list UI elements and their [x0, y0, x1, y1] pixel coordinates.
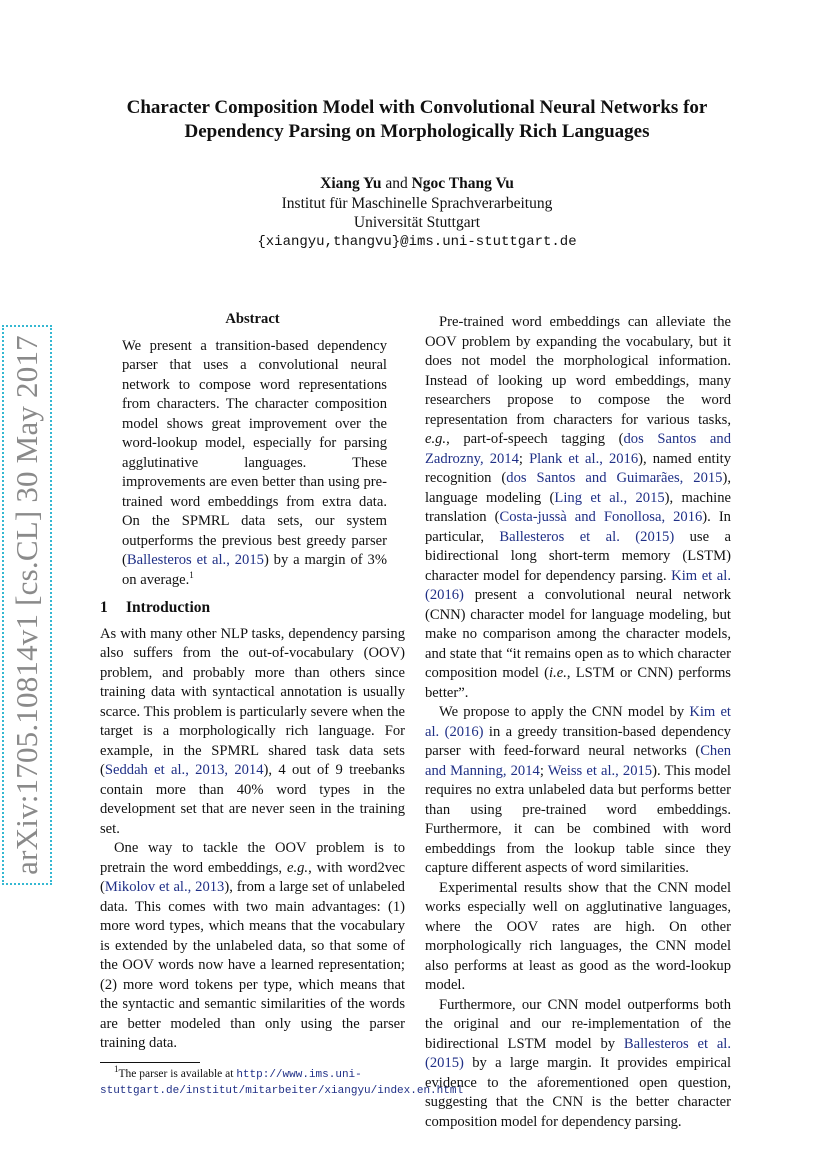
citation-link[interactable]: Costa-jussà and Fonollosa, 2016 [499, 509, 703, 525]
intro-paragraph-4 [425, 703, 731, 879]
author-1: Xiang Yu [320, 175, 382, 192]
text-span: As with many other NLP tasks, dependency parsing also suffers from the out-of-vocabulary (OOV) problem, and probably more than others since training data with syntactical annotation is usually scarce. This problem is particularly severe when the target is a morphologically rich language. For example, in the SPMRL shared task data sets ( [100, 625, 405, 778]
left-column [100, 310, 464, 1099]
text-span-italic: e.g. [286, 859, 309, 876]
citation-link[interactable]: Plank et al., 2016 [529, 450, 639, 467]
text-span: ). In particular, [425, 509, 731, 545]
footnote-mark: 1 [114, 1063, 119, 1074]
text-span: , LSTM or CNN) performs better”. [425, 665, 731, 701]
abstract-paragraph [122, 337, 387, 591]
text-span: by a large margin. It provides empirical evidence to the aforementioned open question, suggesting that the CNN is the better character composition model for dependency parsing. [425, 1055, 731, 1130]
text-span-italic: i.e. [549, 665, 567, 681]
text-span: ), from a large set of unlabeled data. This comes with two main advantages: (1) more word types, which means that the vocabulary is extended by the unlabeled data, so that some of the OOV words now have a learned representation; (2) more word tokens per type, which means that the syntactic and semantic similarities of the words are better modeled than only using the parser training data. [100, 879, 405, 1051]
text-span: ; [539, 762, 548, 779]
affiliation-1: Institut für Maschinelle Sprachverarbeitung [281, 194, 553, 212]
citation-link[interactable]: Kim et al. (2016) [425, 567, 731, 603]
section-number: 1 [100, 599, 108, 616]
intro-paragraph-1 [100, 625, 405, 840]
arxiv-stamp [2, 325, 52, 885]
citation-link[interactable]: dos Santos and Guimarães, 2015 [506, 470, 723, 486]
text-span: , part-of-speech tagging ( [446, 431, 624, 447]
paper-title [70, 96, 764, 144]
text-span: , with word2vec ( [100, 859, 405, 895]
citation-link[interactable]: dos Santos and Zadrozny, 2014 [425, 431, 732, 467]
author-email: {xiangyu,thangvu}@ims.uni-stuttgart.de [257, 233, 577, 250]
abstract-end: ) by a margin of 3% on average. [122, 552, 387, 588]
text-span: One way to tackle the OOV problem is to pretrain the word embeddings, [100, 840, 405, 876]
citation-link[interactable]: Ballesteros et al. (2015) [499, 528, 675, 545]
abstract-text: We present a transition-based dependency parser that uses a convolutional neural network to compose word representations from characters. The character composition model shows great improvement over the word-lookup model, especially for parsing agglutinative languages. These improvements are even better than using pre-trained word embeddings from extra data. On the SPMRL data sets, our system outperforms the previous best greedy parser ( [122, 337, 387, 568]
author-block [70, 174, 764, 252]
author-and: and [381, 175, 412, 192]
arxiv-stamp-text: arXiv:1705.10814v1 [cs.CL] 30 May 2017 [9, 335, 44, 875]
text-span: We propose to apply the CNN model by [439, 704, 690, 720]
citation-link[interactable]: Ballesteros et al. (2015) [425, 1035, 731, 1071]
footnote-url-link[interactable]: http://www.ims.uni-stuttgart.de/institut/mitarbeiter/xiangyu/index.en.html [100, 1068, 464, 1097]
title-line-2: Dependency Parsing on Morphologically Rich Languages [184, 121, 650, 142]
text-span: ), language modeling ( [425, 470, 731, 506]
citation-link[interactable]: Ling et al., 2015 [554, 489, 665, 506]
author-2: Ngoc Thang Vu [411, 175, 514, 192]
text-span-italic: e.g. [425, 431, 447, 447]
citation-link[interactable]: Weiss et al., 2015 [547, 762, 653, 779]
text-span: Furthermore, our CNN model outperforms both the original and our re-implementation of the bidirectional LSTM model by [425, 996, 731, 1052]
text-span: ), named entity recognition ( [425, 450, 731, 486]
citation-link[interactable]: Kim et al. (2016) [425, 704, 731, 740]
intro-paragraph-2 [100, 839, 405, 1054]
citation-link[interactable]: Mikolov et al., 2013 [104, 879, 225, 895]
citation-link[interactable]: Seddah et al., 2013, 2014 [104, 762, 264, 778]
text-span: ), 4 out of 9 treebanks contain more than 40% word types in the development set that are never seen in the training set. [100, 762, 405, 837]
text-span: ), machine translation ( [425, 489, 731, 525]
footnote-1 [100, 1063, 464, 1099]
citation-link[interactable]: Chen and Manning, 2014 [425, 743, 731, 779]
section-title: Introduction [126, 599, 211, 616]
footnote-divider [100, 1062, 200, 1063]
intro-paragraph-6 [425, 996, 731, 1133]
footnote-ref-1[interactable]: 1 [189, 569, 194, 580]
footnote-text: The parser is available at [118, 1067, 237, 1080]
text-span: ). This model requires no extra unlabeled data but performs better than using pre-trained word embeddings. Furthermore, it can be combined with word embeddings from the lookup table since they capture different aspects of word similarities. [425, 762, 731, 876]
right-column [425, 313, 731, 1132]
section-heading-introduction [100, 598, 405, 618]
abstract-citation-link[interactable]: Ballesteros et al., 2015 [126, 552, 264, 568]
intro-paragraph-3 [425, 313, 731, 703]
author-names [70, 174, 764, 194]
text-span: use a bidirectional long short-term memory (LSTM) character model for dependency parsing. [425, 528, 732, 584]
text-span: ; [518, 450, 530, 467]
title-line-1: Character Composition Model with Convolutional Neural Networks for [126, 97, 708, 118]
intro-paragraph-5: Experimental results show that the CNN model works especially well on agglutinative languages, where the OOV rates are high. On other morphologically rich languages, the CNN model also performs at least as good as the word-lookup model. [425, 879, 731, 993]
affiliation-2: Universität Stuttgart [353, 214, 481, 231]
abstract-heading: Abstract [225, 311, 280, 327]
text-span: in a greedy transition-based dependency parser with feed-forward neural networks ( [425, 723, 731, 759]
text-span: Pre-trained word embeddings can alleviate the OOV problem by expanding the vocabulary, but it does not model the morphological information. Instead of looking up word embeddings, many researchers propose to compose the word representation from characters for various tasks, [425, 314, 731, 428]
text-span: present a convolutional neural network (CNN) character model for language modeling, but make no comparison among the character models, and state that “it remains open as to which character composition model ( [425, 587, 731, 681]
